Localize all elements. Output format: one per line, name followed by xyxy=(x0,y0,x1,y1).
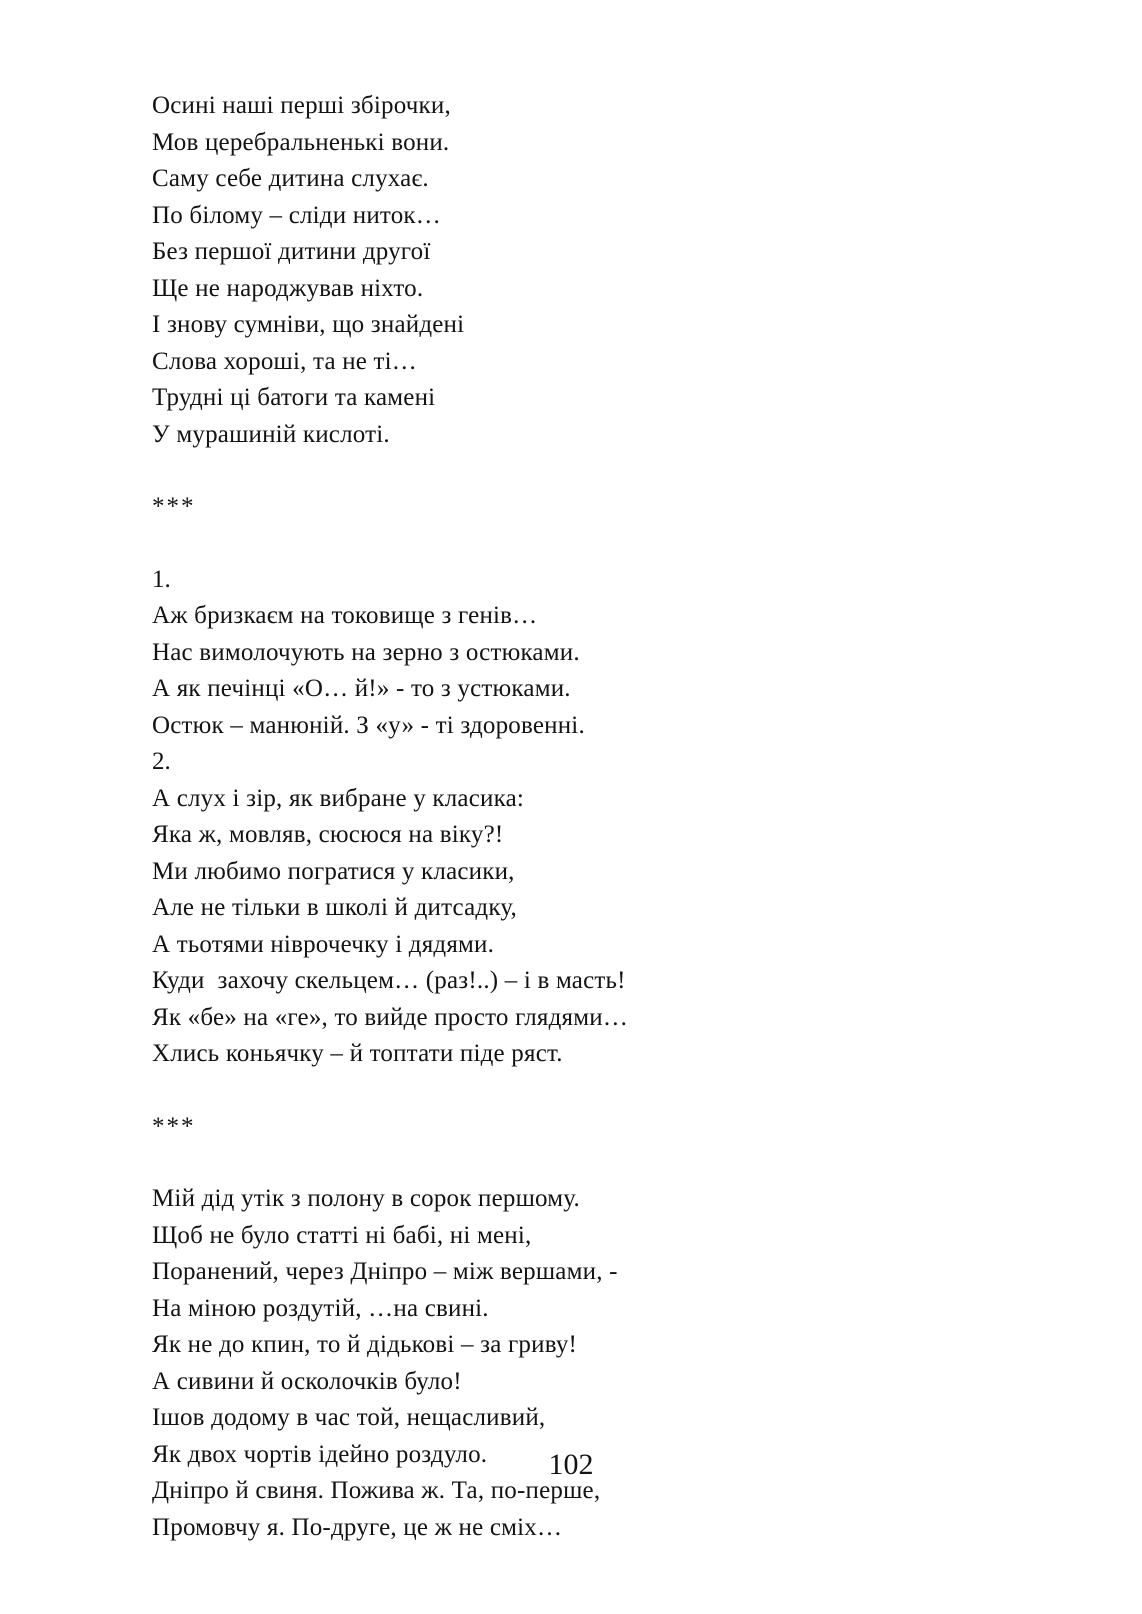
poem-line: Поранений, через Дніпро – між вершами, - xyxy=(152,1258,618,1285)
poem-line: Аж бризкаєм на токовище з генів… xyxy=(152,602,538,629)
poem-line: А тьотями ніврочечку і дядями. xyxy=(152,930,495,958)
poem-line: Мов церебральненькі вони. xyxy=(152,128,450,156)
poem-line: А сивини й осколочків було! xyxy=(152,1367,462,1395)
block-gap xyxy=(152,1073,992,1109)
block-gap xyxy=(152,453,992,489)
block-gap xyxy=(152,526,992,562)
section-separator: *** xyxy=(152,493,196,520)
poem-line: Яка ж, мовляв, сюсюся на віку?! xyxy=(152,821,504,848)
poem-line: Осині наші перші збірочки, xyxy=(152,92,451,119)
stanza-number: 1. xyxy=(152,565,171,593)
poem-line: По білому – сліди ниток… xyxy=(152,201,441,229)
poem-line: Ми любимо погратися у класики, xyxy=(152,857,515,885)
poem-line: Трудні ці батоги та камені xyxy=(152,384,436,411)
poem-line: Але не тільки в школі й дитсадку, xyxy=(152,894,517,921)
poem-line: Як двох чортів ідейно роздуло. xyxy=(152,1440,488,1468)
poem-line: Нас вимолочують на зерно з остюками. xyxy=(152,638,580,666)
poem-line: У мурашиній кислоті. xyxy=(152,420,390,448)
poem-stanza xyxy=(152,88,992,453)
poem-line: Слова хороші, та не ті… xyxy=(152,347,417,375)
poem-line: Куди захочу скельцем… (раз!..) – і в масть! xyxy=(152,967,626,994)
poem-line: І знову сумніви, що знайдені xyxy=(152,311,465,338)
poem-stanza xyxy=(152,562,992,1073)
poem-line: Мій дід утік з полону в сорок першому. xyxy=(152,1185,580,1212)
poem-line: А як печінці «О… й!» - то з устюками. xyxy=(152,675,571,702)
poem-line: Ішов додому в час той, нещасливий, xyxy=(152,1404,546,1431)
poem-line: Як не до кпин, то й дідькові – за гриву! xyxy=(152,1331,578,1358)
poem-line: Як «бе» на «ге», то вийде просто глядями… xyxy=(152,1003,629,1031)
poem-line: На міною роздутій, …на свині. xyxy=(152,1294,489,1322)
poem-line: Дніпро й свиня. Пожива ж. Та, по-перше, xyxy=(152,1477,601,1504)
stanza-number: 2. xyxy=(152,748,171,775)
poem-line: Остюк – манюній. З «у» - ті здоровенні. xyxy=(152,711,585,739)
poem-line: Хлись коньячку – й топтати піде ряст. xyxy=(152,1040,563,1067)
section-separator: *** xyxy=(152,1112,196,1140)
block-gap xyxy=(152,1145,992,1181)
poem-line: А слух і зір, як вибране у класика: xyxy=(152,784,525,812)
poem-line: Саму себе дитина слухає. xyxy=(152,165,429,192)
poem-line: Щоб не було статті ні бабі, ні мені, xyxy=(152,1221,532,1249)
page-number: 102 xyxy=(548,1448,594,1481)
poem-stanza xyxy=(152,1181,992,1546)
poem-content xyxy=(152,88,992,1546)
poem-line: Промовчу я. По-друге, це ж не сміх… xyxy=(152,1513,563,1541)
poem-line: Без першої дитини другої xyxy=(152,238,431,265)
poem-line: Ще не народжував ніхто. xyxy=(152,274,424,302)
